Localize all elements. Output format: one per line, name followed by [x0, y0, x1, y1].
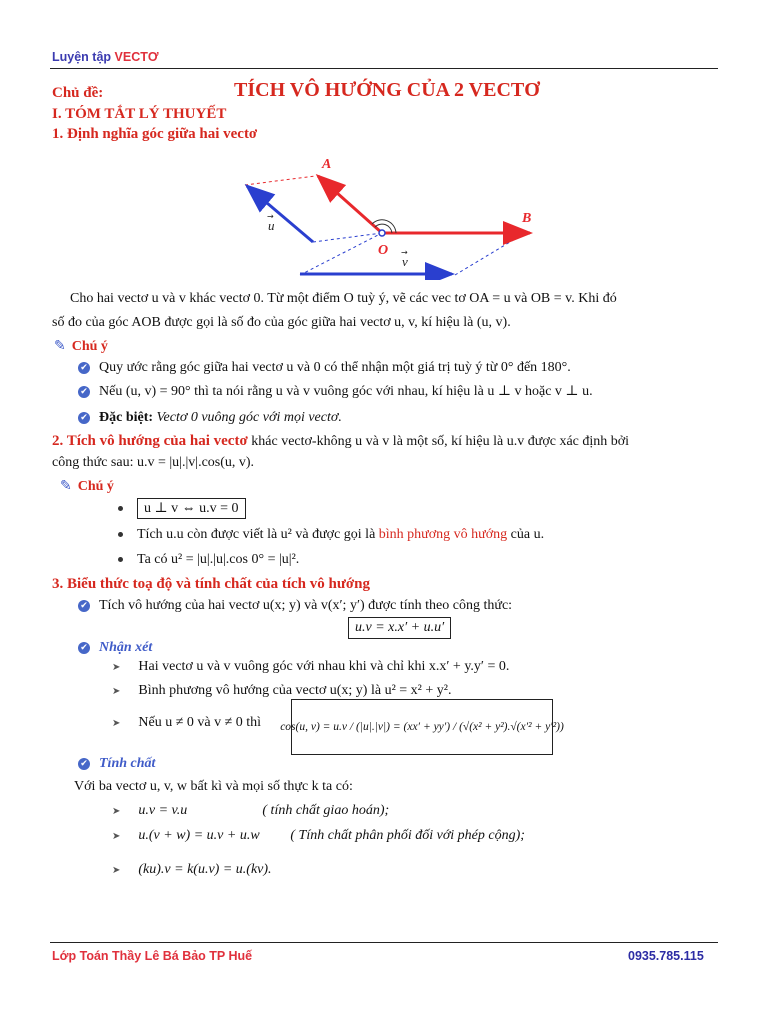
- pencil-icon: ✎: [60, 479, 72, 494]
- property-2-formula: u.(v + w) = u.v + u.w: [138, 828, 260, 843]
- s2-bullet-2-text: Tích u.u còn được viết là u² và được gọi là: [137, 527, 379, 542]
- pointer-icon: ➤: [112, 806, 121, 817]
- pointer-icon: ➤: [112, 718, 121, 729]
- vector-oa-arrow: [318, 176, 382, 233]
- s2-bullet-3-text: Ta có u² = |u|.|u|.cos 0° = |u|².: [137, 552, 300, 567]
- check-icon: ✔: [78, 412, 90, 424]
- definition-line-2: số đo của góc AOB được gọi là số đo của góc giữa hai vectơ u, v, kí hiệu là (u, v).: [52, 315, 511, 330]
- cos-formula-box: [280, 699, 564, 755]
- remark-2: [112, 683, 451, 699]
- footer-rule: [50, 942, 718, 943]
- pointer-icon: ➤: [112, 865, 121, 876]
- property-heading: [78, 756, 155, 772]
- s2-bullet-2-red: bình phương vô hướng: [378, 527, 508, 542]
- arrow-over-v: →: [401, 248, 408, 257]
- topic-label: Chủ đề:: [52, 85, 104, 101]
- remark-1-text: Hai vectơ u và v vuông góc với nhau khi và chỉ khi x.x′ + y.y′ = 0.: [138, 659, 510, 674]
- property-label: Tính chất: [99, 756, 156, 771]
- cos-formula-text: cos(u, v) = u.v / (|u|.|v|) = (xx′ + yy′) / (√(x² + y²).√(x′² + y′²)): [280, 721, 564, 733]
- remark-1: [112, 659, 509, 675]
- check-icon: ✔: [78, 600, 90, 612]
- bullet-dot: [118, 506, 123, 511]
- label-u: u: [268, 218, 275, 233]
- section2-line-1-text: khác vectơ-không u và v là một số, kí hiệu là u.v được xác định bởi: [247, 434, 630, 449]
- s3-line-1-text: Tích vô hướng của hai vectơ u(x; y) và v(x′; y′) được tính theo công thức:: [99, 598, 513, 613]
- section-heading-1: I. TÓM TẮT LÝ THUYẾT: [52, 106, 227, 122]
- s2-bullet-2: [118, 527, 544, 543]
- footer-left: Lớp Toán Thầy Lê Bá Bảo TP Huế: [52, 949, 253, 963]
- remark-3: [112, 715, 261, 731]
- special-text: Vectơ 0 vuông góc với mọi vectơ.: [156, 410, 342, 425]
- section-heading-2: 2. Tích vô hướng của hai vectơ: [52, 433, 248, 449]
- note-heading-1: [54, 338, 108, 355]
- remark-3-text: Nếu u ≠ 0 và v ≠ 0 thì: [138, 715, 262, 730]
- pointer-icon: ➤: [112, 662, 121, 673]
- s2-bullet-1-text: u ⊥ v ⇔ u.v = 0: [137, 498, 246, 519]
- header-topic: VECTƠ: [114, 50, 159, 64]
- s3-formula-text: u.v = x.x′ + u.u′: [348, 617, 451, 639]
- remark-label: Nhận xét: [99, 640, 153, 655]
- dashed-line-bottom: [300, 233, 382, 275]
- label-v: v: [402, 254, 408, 269]
- vector-angle-figure: [230, 150, 550, 280]
- pointer-icon: ➤: [112, 686, 121, 697]
- check-icon: ✔: [78, 758, 90, 770]
- note-item-special: [78, 410, 342, 426]
- s2-bullet-3: [118, 552, 299, 568]
- header-prefix: Luyện tập: [52, 50, 115, 64]
- note-label-1: Chú ý: [71, 339, 108, 354]
- note-item-1: [78, 360, 571, 376]
- s2-bullet-1: [118, 498, 246, 519]
- property-3: [112, 862, 272, 878]
- definition-line-1: Cho hai vectơ u và v khác vectơ 0. Từ một điểm O tuỳ ý, vẽ các vec tơ OA = u và OB = v. Khi đó: [70, 291, 617, 306]
- note-item-2-text: Nếu (u, v) = 90° thì ta nói rằng u và v vuông góc với nhau, kí hiệu là u ⊥ v hoặc v ⊥ u.: [99, 384, 593, 399]
- check-icon: ✔: [78, 642, 90, 654]
- bullet-dot: [118, 557, 123, 562]
- remark-heading: [78, 640, 152, 656]
- note-item-2: [78, 383, 593, 400]
- property-3-formula: (ku).v = k(u.v) = u.(kv).: [138, 862, 272, 877]
- note-label-2: Chú ý: [77, 479, 114, 494]
- footer-phone: 0935.785.115: [628, 949, 704, 963]
- s3-line-1: [78, 598, 512, 614]
- section2-line-2: công thức sau: u.v = |u|.|v|.cos(u, v).: [52, 455, 255, 470]
- remark-2-text: Bình phương vô hướng của vectơ u(x; y) là u² = x² + y².: [138, 683, 452, 698]
- property-1-formula: u.v = v.u: [138, 803, 188, 818]
- subsection-heading-1: 1. Định nghĩa góc giữa hai vectơ: [52, 126, 258, 142]
- property-2: [112, 828, 525, 844]
- property-2-desc: ( Tính chất phân phối đối với phép cộng);: [290, 828, 525, 843]
- header-rule: [50, 68, 718, 69]
- arrow-over-u: →: [267, 212, 274, 221]
- property-1-desc: ( tính chất giao hoán);: [262, 803, 390, 818]
- property-intro: Với ba vectơ u, v, w bất kì và mọi số thực k ta có:: [74, 779, 353, 794]
- point-o: [379, 230, 385, 236]
- note-heading-2: [60, 478, 114, 495]
- s2-bullet-2-tail: của u.: [507, 527, 545, 542]
- section-heading-3: 3. Biểu thức toạ độ và tính chất của tích vô hướng: [52, 576, 371, 592]
- bullet-dot: [118, 532, 123, 537]
- page-title: TÍCH VÔ HƯỚNG CỦA 2 VECTƠ: [234, 79, 540, 101]
- label-b: B: [522, 211, 532, 226]
- section2-line-1: [52, 432, 629, 451]
- dashed-line-top: [245, 176, 315, 185]
- vector-u-arrow: [247, 186, 313, 242]
- check-icon: ✔: [78, 362, 90, 374]
- s3-formula: [348, 617, 451, 639]
- property-1: [112, 803, 389, 819]
- note-item-1-text: Quy ước rằng góc giữa hai vectơ u và 0 có thể nhận một giá trị tuỳ ý từ 0° đến 180°.: [99, 360, 571, 375]
- special-label: Đặc biệt:: [99, 410, 154, 425]
- pencil-icon: ✎: [54, 339, 66, 354]
- dashed-line-right: [455, 233, 525, 275]
- dashed-line-mid: [313, 233, 382, 242]
- pointer-icon: ➤: [112, 831, 121, 842]
- check-icon: ✔: [78, 386, 90, 398]
- label-o: O: [378, 243, 389, 258]
- label-a: A: [322, 157, 332, 172]
- page-header: [52, 50, 159, 64]
